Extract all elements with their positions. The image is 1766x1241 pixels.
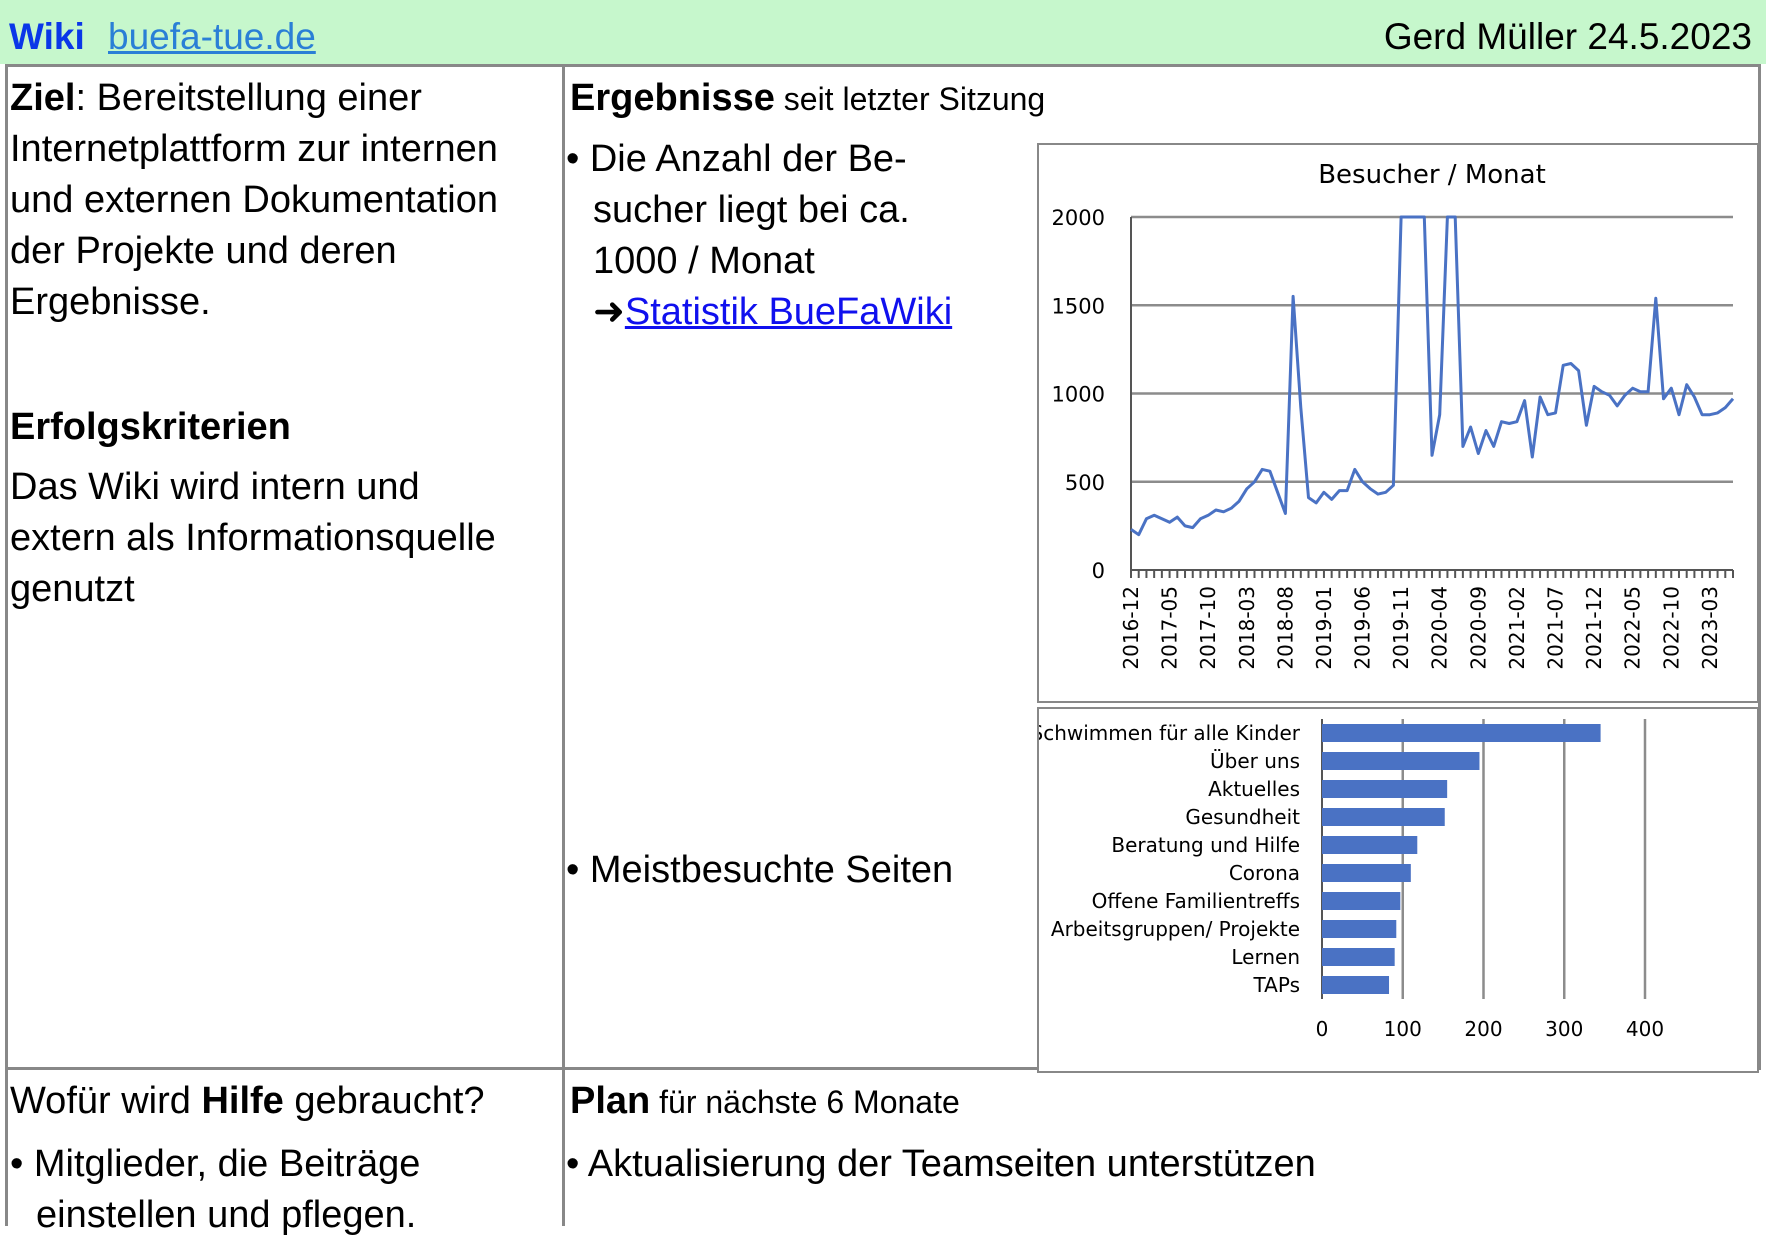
bar (1322, 724, 1601, 742)
grid-line-left (5, 64, 8, 1226)
y-tick-label: 500 (1064, 470, 1105, 495)
x-tick-label: 400 (1625, 1017, 1665, 1041)
bar (1322, 780, 1447, 798)
top-pages-chart-svg (1039, 709, 1757, 1071)
plan-heading: Plan (570, 1080, 651, 1122)
plan-heading-row (570, 1076, 960, 1128)
results-heading: Ergebnisse (570, 77, 775, 119)
plan-bullet-1: • Aktualisierung der Teamseiten unterstützen (566, 1143, 1316, 1185)
header-bar (0, 0, 1766, 64)
x-tick-label: 2020-09 (1466, 586, 1491, 670)
goal-line-3: und externen Dokumentation (10, 179, 498, 221)
wiki-title: Wiki (9, 16, 85, 57)
chart-title: Besucher / Monat (1318, 160, 1546, 190)
category-label: Arbeitsgruppen/ Projekte (1050, 917, 1300, 941)
y-tick-label: 1000 (1051, 382, 1105, 407)
results-bullet-1-line-2: sucher liegt bei ca. (593, 189, 910, 231)
x-tick-label: 100 (1383, 1017, 1422, 1041)
bar (1322, 752, 1479, 770)
author-date: Gerd Müller 24.5.2023 (1383, 16, 1752, 57)
y-tick-label: 1500 (1051, 294, 1105, 319)
bar (1322, 948, 1395, 966)
results-subheading: seit letzter Sitzung (774, 81, 1046, 117)
x-tick-label: 2022-05 (1620, 586, 1645, 670)
y-tick-label: 2000 (1051, 206, 1105, 230)
category-label: Schwimmen für alle Kinder (1039, 721, 1300, 745)
help-pre: Wofür wird (10, 1080, 202, 1122)
x-tick-label: 300 (1545, 1017, 1584, 1041)
bar (1322, 808, 1445, 826)
x-tick-label: 2020-04 (1427, 586, 1452, 670)
results-bullet-2: • Meistbesuchte Seiten (566, 849, 954, 891)
x-tick-label: 2022-10 (1659, 586, 1684, 670)
x-tick-label: 2017-10 (1196, 586, 1221, 670)
category-label: Lernen (1231, 945, 1300, 969)
bar (1322, 920, 1396, 938)
success-heading: Erfolgskriterien (10, 406, 291, 448)
x-tick-label: 2016-12 (1119, 586, 1143, 670)
x-tick-label: 2017-05 (1157, 586, 1182, 670)
bar (1322, 864, 1411, 882)
help-post: gebraucht? (283, 1080, 485, 1122)
goal-line-2: Internetplattform zur internen (10, 128, 498, 170)
x-tick-label: 0 (1315, 1017, 1329, 1041)
bar (1322, 892, 1400, 910)
x-tick-label: 2019-01 (1311, 586, 1336, 670)
x-tick-label: 2021-07 (1543, 586, 1568, 670)
bar (1322, 976, 1389, 994)
category-label: Beratung und Hilfe (1111, 833, 1300, 857)
wiki-site-link[interactable]: buefa-tue.de (108, 16, 316, 57)
x-tick-label: 2021-02 (1504, 586, 1529, 670)
y-tick-label: 0 (1091, 559, 1105, 583)
category-label: Aktuelles (1208, 777, 1300, 801)
series-line (1131, 217, 1733, 535)
success-line-2: extern als Informationsquelle (10, 517, 496, 559)
goal-line-5: Ergebnisse. (10, 281, 211, 323)
category-label: Offene Familientreffs (1091, 889, 1300, 913)
visitors-chart-svg (1039, 145, 1757, 701)
category-label: TAPs (1253, 973, 1300, 997)
x-tick-label: 2018-08 (1273, 586, 1298, 670)
goal-label: Ziel (10, 77, 76, 119)
x-tick-label: 2021-12 (1582, 586, 1607, 670)
success-line-1: Das Wiki wird intern und (10, 466, 420, 508)
x-tick-label: 2023-03 (1697, 586, 1722, 670)
x-tick-label: 2019-06 (1350, 586, 1375, 670)
bar (1322, 836, 1417, 854)
results-bullet-1-line-3: 1000 / Monat (593, 240, 815, 282)
x-tick-label: 2018-03 (1234, 586, 1259, 670)
grid-line-middle (562, 64, 565, 1226)
visitors-chart (1037, 143, 1759, 703)
top-pages-chart (1037, 707, 1759, 1073)
help-bold: Hilfe (201, 1080, 284, 1122)
category-label: Gesundheit (1185, 805, 1300, 829)
goal-line-1 (10, 73, 422, 124)
stats-link-row (593, 287, 952, 338)
category-label: Über uns (1210, 749, 1300, 773)
arrow-icon: ➜ (593, 291, 625, 333)
x-tick-label: 2019-11 (1389, 586, 1414, 670)
results-bullet-1-line-1: • Die Anzahl der Be- (566, 138, 907, 180)
help-bullet-1-line-1: • Mitglieder, die Beiträge (10, 1143, 421, 1185)
results-heading-row (570, 73, 1045, 125)
goal-text-1: : Bereitstellung einer (75, 77, 422, 119)
goal-line-4: der Projekte und deren (10, 230, 397, 272)
success-line-3: genutzt (10, 568, 135, 610)
grid-line-top (5, 64, 1761, 67)
x-tick-label: 200 (1464, 1017, 1503, 1041)
stats-link[interactable]: Statistik BueFaWiki (624, 291, 953, 333)
help-heading-row (10, 1076, 485, 1127)
help-bullet-1-line-2: einstellen und pflegen. (36, 1194, 417, 1236)
category-label: Corona (1228, 861, 1300, 885)
plan-subheading: für nächste 6 Monate (650, 1084, 960, 1120)
